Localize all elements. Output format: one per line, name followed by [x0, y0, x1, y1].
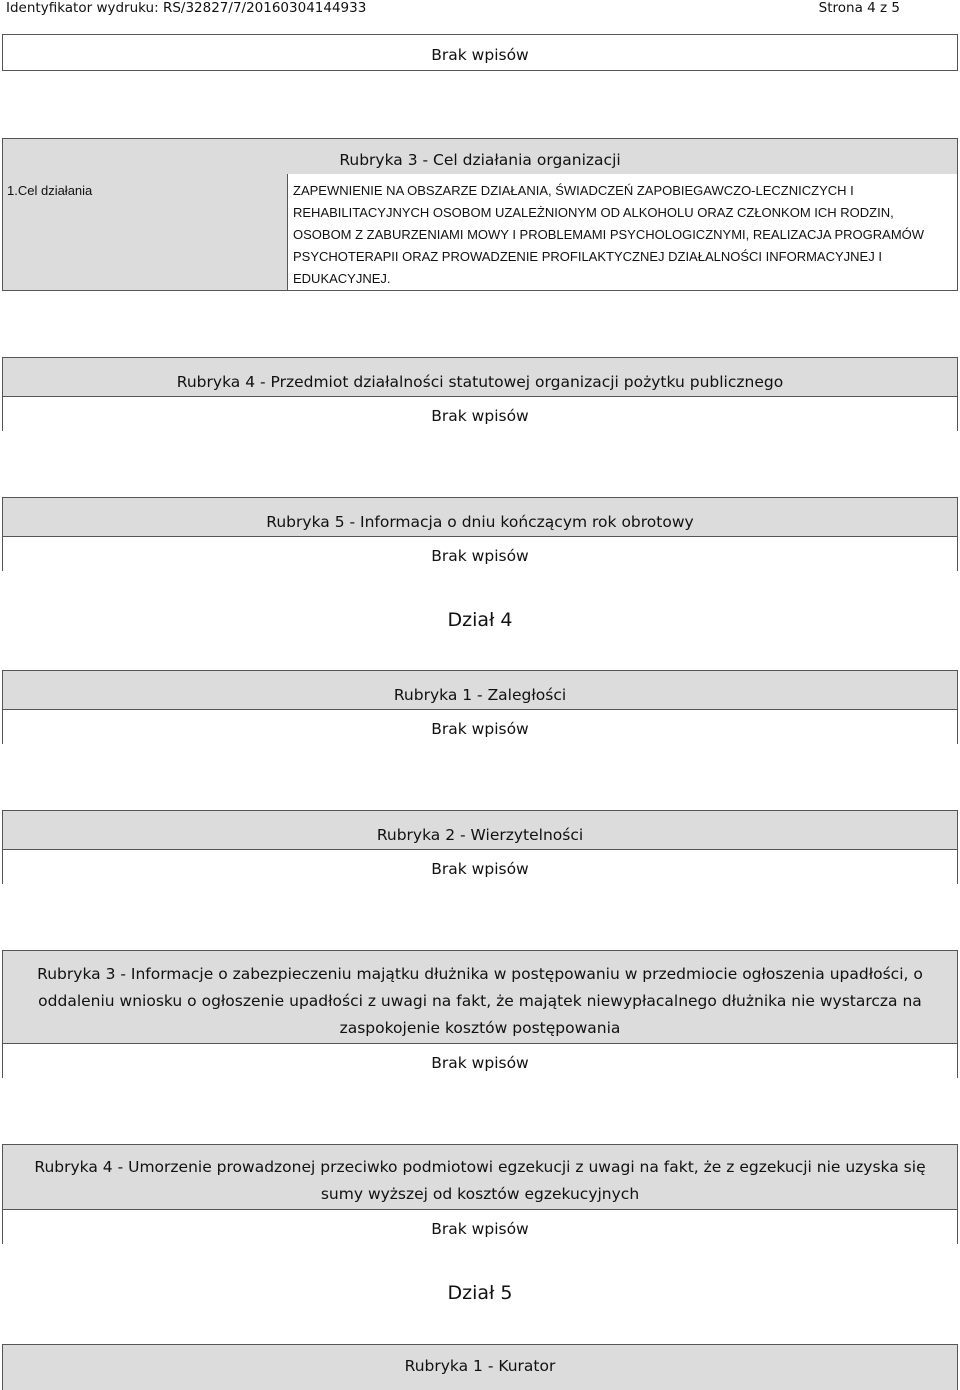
print-identifier: Identyfikator wydruku: RS/32827/7/20160304144933: [6, 0, 367, 16]
dzial4-rubryka2-body: [3, 849, 957, 884]
dzial4-rubryka1-body: [3, 709, 957, 744]
dzial4-rubryka3-title: Rubryka 3 - Informacje o zabezpieczeniu majątku dłużnika w postępowaniu w przedmiocie ogłoszenia upadłości, o oddaleniu wniosku o ogłoszenie upadłości z uwagi na fakt, że majątek niewypłacalnego dłużnika nie wystarcza na zaspokojenie kosztów postępowania: [37, 965, 923, 1037]
dzial4-rubryka2-box: [2, 810, 958, 884]
rubryka3-box: [2, 138, 958, 291]
rubryka5-box: [2, 497, 958, 571]
carryover-box: [2, 34, 958, 71]
rubryka4-title: Rubryka 4 - Przedmiot działalności statutowej organizacji pożytku publicznego: [176, 373, 784, 391]
dzial4-rubryka3-body: [3, 1043, 957, 1078]
dzial4-rubryka4-box: [2, 1144, 958, 1244]
dzial4-rubryka2-title: Rubryka 2 - Wierzytelności: [376, 826, 584, 844]
field-value: ZAPEWNIENIE NA OBSZARZE DZIAŁANIA, ŚWIADCZEŃ ZAPOBIEGAWCZO-LECZNICZYCH I REHABILITACYJNYCH OSOBOM UZALEŻNIONYM OD ALKOHOLU ORAZ CZŁONKOM ICH RODZIN, OSOBOM Z ZABURZENIAMI MOWY I PROBLEMAMI PSYCHOLOGICZNYMI, REALIZACJA PROGRAMÓW PSYCHOTERAPII ORAZ PROWADZENIE PROFILAKTYCZNEJ DZIAŁALNOŚCI INFORMACYJNEJ I EDUKACYJNEJ.: [293, 183, 925, 286]
empty-entry: Brak wpisów: [431, 720, 529, 738]
dzial4-rubryka1-box: [2, 670, 958, 744]
dzial5-rubryka1-box: [2, 1344, 958, 1390]
dzial4-rubryka4-body: [3, 1209, 957, 1244]
empty-entry: Brak wpisów: [431, 547, 529, 565]
dzial4-rubryka3-box: [2, 950, 958, 1078]
rubryka5-title: Rubryka 5 - Informacja o dniu kończącym rok obrotowy: [266, 513, 694, 531]
dzial4-rubryka1-title: Rubryka 1 - Zaległości: [393, 686, 567, 704]
empty-entry: Brak wpisów: [431, 1220, 529, 1238]
section-title-dzial5: Dział 5: [447, 1282, 513, 1304]
field-label: 1.Cel działania: [7, 183, 93, 198]
field-label-cell: [3, 174, 287, 290]
rubryka5-body: [3, 536, 957, 571]
empty-entry: Brak wpisów: [431, 46, 529, 64]
page-number: Strona 4 z 5: [818, 0, 900, 16]
empty-entry: Brak wpisów: [431, 407, 529, 425]
dzial5-rubryka1-title: Rubryka 1 - Kurator: [404, 1357, 556, 1375]
rubryka4-body: [3, 396, 957, 431]
section-title-dzial4: Dział 4: [447, 609, 513, 631]
field-value-cell: [287, 174, 957, 290]
rubryka3-header: [3, 139, 957, 174]
empty-entry: Brak wpisów: [431, 1054, 529, 1072]
rubryka3-title: Rubryka 3 - Cel działania organizacji: [339, 151, 621, 169]
dzial4-rubryka4-title: Rubryka 4 - Umorzenie prowadzonej przeciwko podmiotowi egzekucji z uwagi na fakt, że z egzekucji nie uzyska się sumy wyższej od kosztów egzekucyjnych: [34, 1158, 926, 1203]
empty-entry: Brak wpisów: [431, 860, 529, 878]
rubryka4-box: [2, 357, 958, 431]
